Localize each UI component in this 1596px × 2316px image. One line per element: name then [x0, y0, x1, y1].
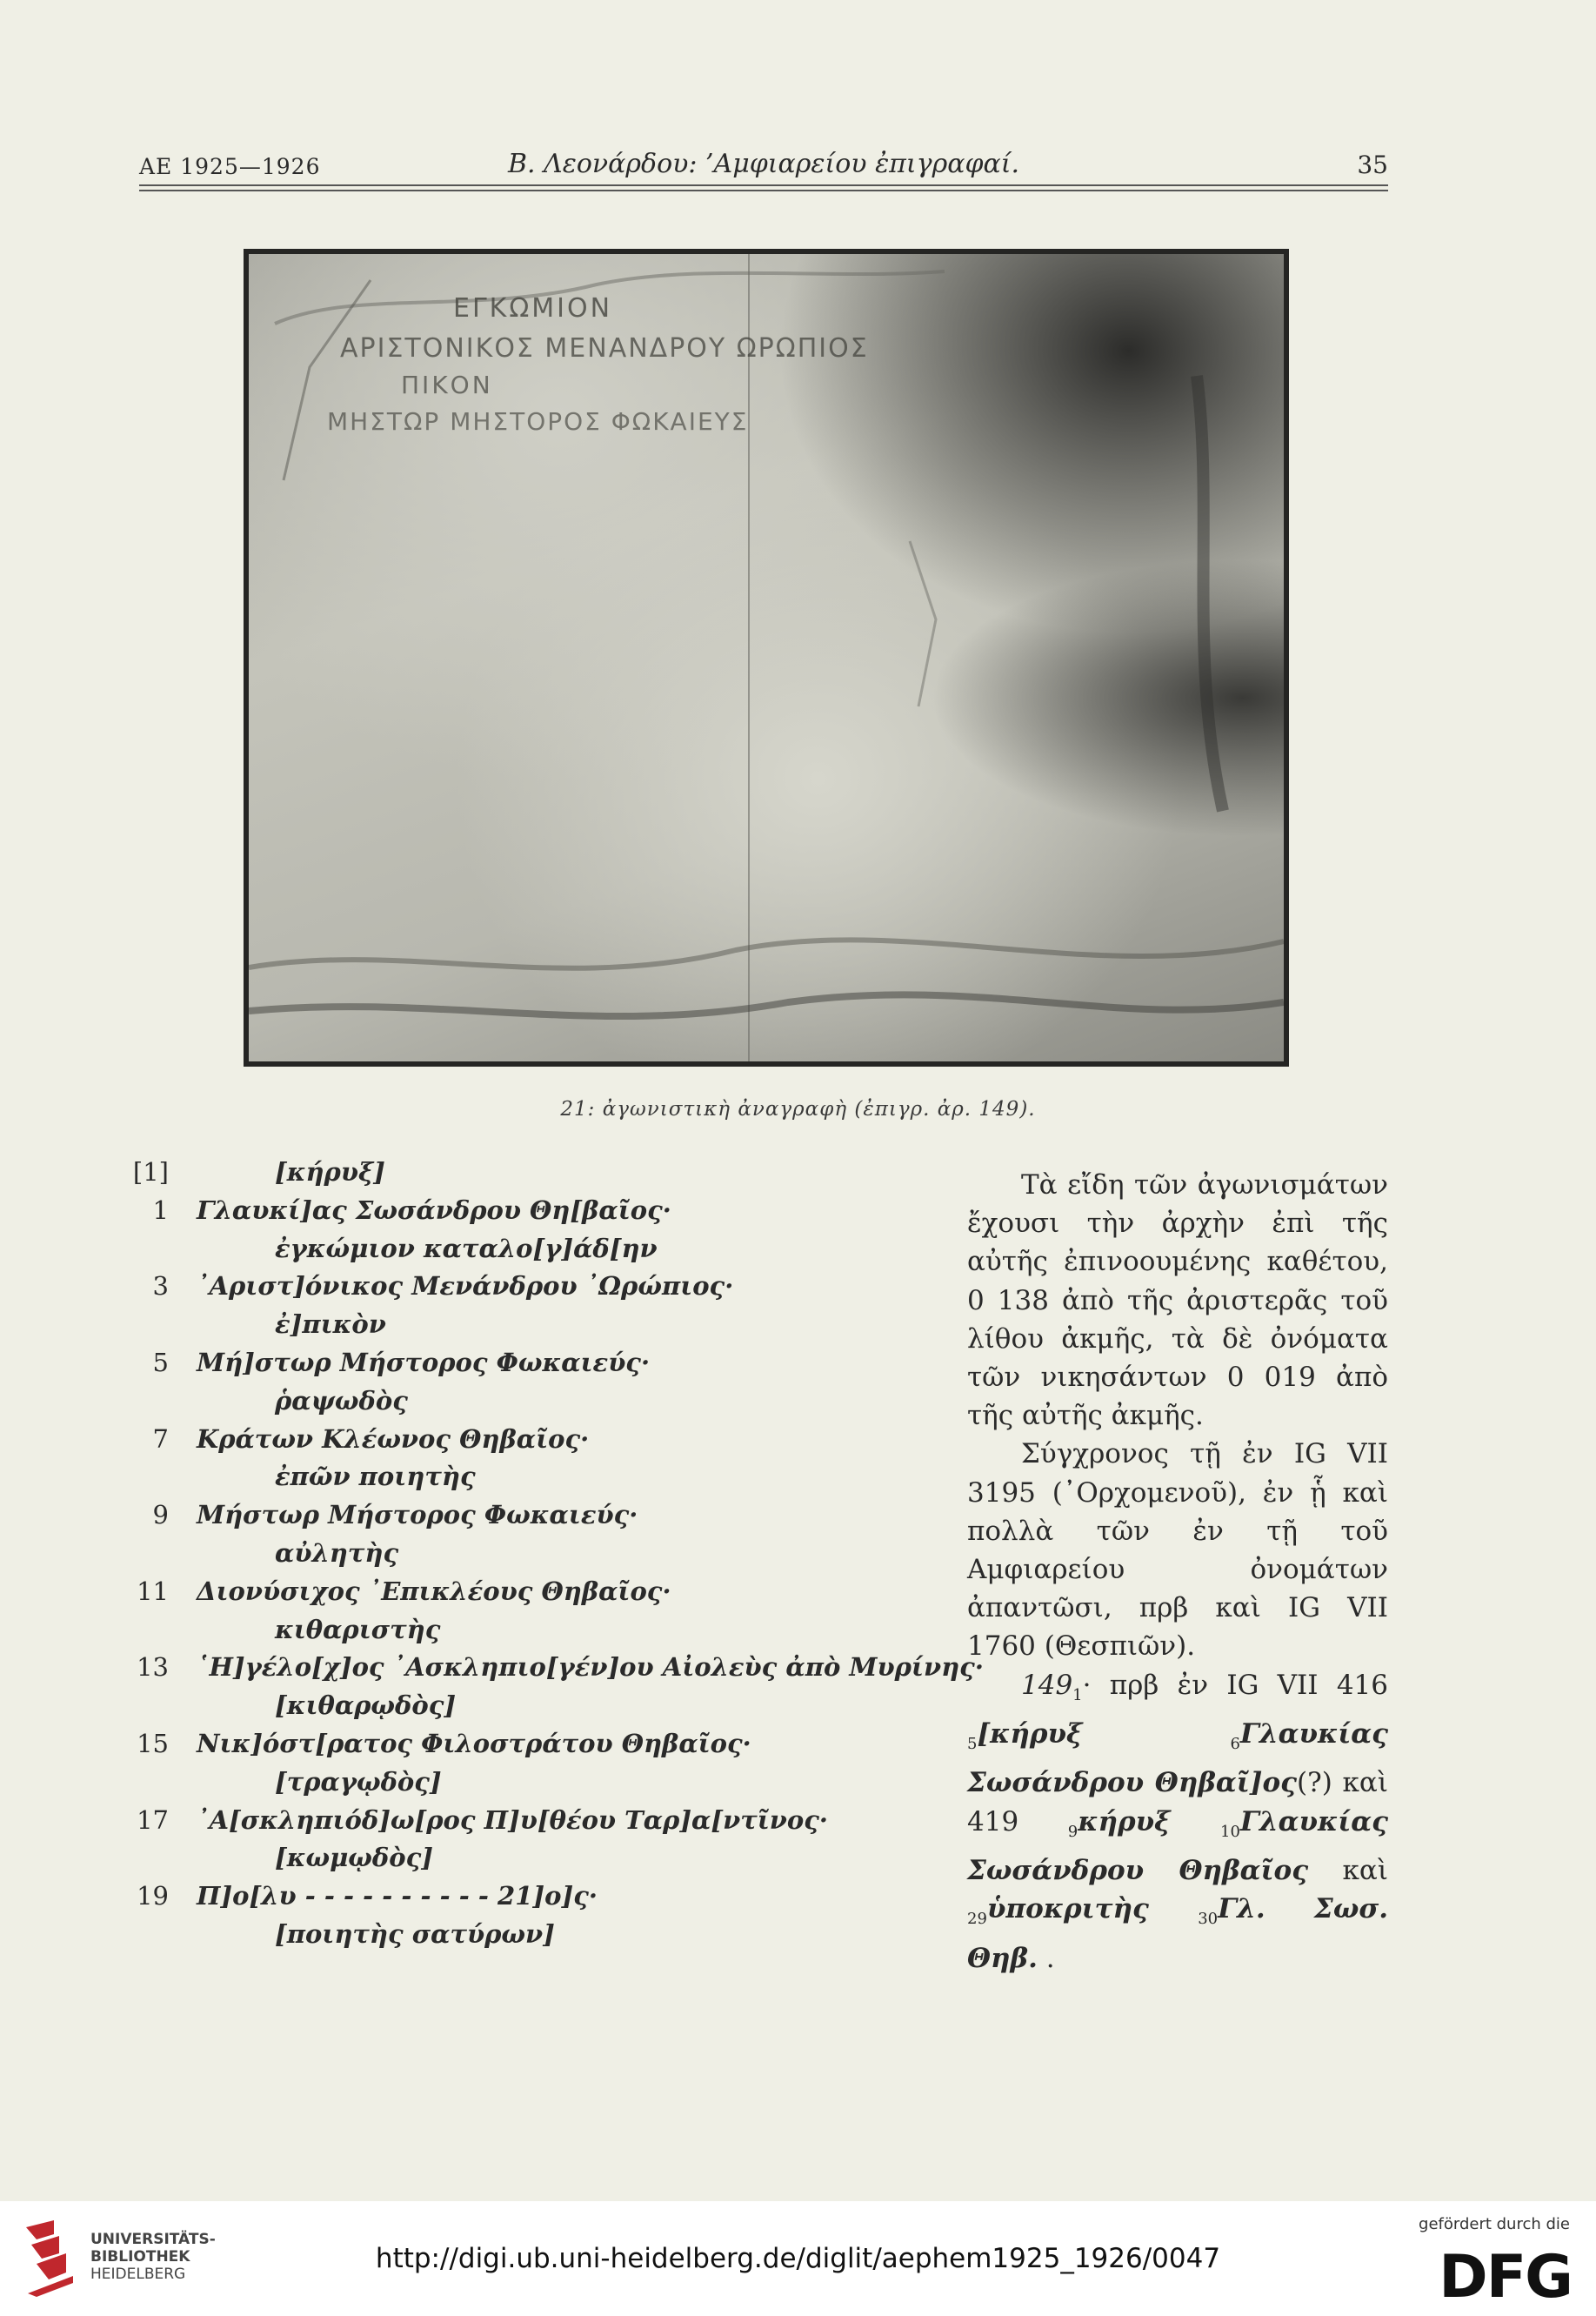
quoted-text: κήρυξ — [1078, 1805, 1221, 1837]
line-number: 19 — [137, 1881, 169, 1911]
inscription-line — [129, 1424, 955, 1459]
victor-name: Μή]στωρ Μήστορος Φωκαιεύς· — [197, 1348, 651, 1377]
quoted-text: Γλ. Σωσ. Θηβ. — [967, 1893, 1388, 1974]
commentary-text: καὶ — [1308, 1855, 1388, 1887]
journal-volume: ΑΕ 1925—1926 — [139, 154, 321, 179]
inscription-line — [129, 1919, 955, 1954]
contest-category: ῥαψωδὸς — [275, 1385, 408, 1416]
line-number: 30 — [1198, 1910, 1219, 1929]
plate-line-1: ΕΓΚΩΜΙΟΝ — [453, 293, 613, 324]
line-number: 9 — [152, 1500, 169, 1530]
contest-category: [ποιητὴς σατύρων] — [275, 1919, 555, 1949]
library-name-line: HEIDELBERG — [90, 2266, 186, 2283]
line-number: 10 — [1220, 1822, 1240, 1841]
inscription-line — [129, 1309, 955, 1344]
contest-category: [κωμῳδὸς] — [275, 1843, 433, 1873]
quoted-text: Γλαυκίας Σωσάνδρου Θηβαῖος — [967, 1805, 1388, 1887]
contest-category: κιθαριστὴς — [275, 1614, 441, 1644]
permalink-url[interactable]: http://digi.ub.uni-heidelberg.de/diglit/aephem1925_1926/0047 — [375, 2243, 1221, 2274]
commentary-paragraph-2: Σύγχρονος τῇ ἐν IG VII 3195 (᾿Ορχομενοῦ), ἐν ᾗ καὶ πολλὰ τῶν ἐν τῇ τοῦ Αμφιαρείου ὀνομάτων ἀπαντῶσι, πρβ καὶ IG VII 1760 (Θεσπιῶν). — [967, 1438, 1388, 1663]
commentary-paragraph-1: Τὰ εἴδη τῶν ἀγωνισμάτων ἔχουσι τὴν ἀρχὴν ἐπὶ τῆς αὐτῆς ἐπινοουμένης καθέτου, 0 138 ἀπὸ τῆς ἀριστερᾶς τοῦ λίθου ἀκμῆς, τὰ δὲ ὀνόματα τῶν νικησάντων 0 019 ἀπὸ τῆς αὐτῆς ἀκμῆς. — [967, 1169, 1388, 1432]
inscription-line — [129, 1843, 955, 1878]
victor-name: ᾿Αριστ]όνικος Μενάνδρου ᾿Ωρώπιος· — [197, 1271, 734, 1302]
funding-label: gefördert durch die — [1419, 2215, 1570, 2233]
victor-name: Κράτων Κλέωνος Θηβαῖος· — [197, 1423, 590, 1454]
header-rule-top — [139, 184, 1388, 186]
commentary-column — [967, 1166, 1388, 1978]
line-number: 5 — [152, 1348, 169, 1377]
contest-category: ἐπῶν ποιητὴς — [275, 1462, 476, 1492]
victor-name: Μήστωρ Μήστορος Φωκαιεύς· — [197, 1500, 638, 1530]
inscription-line — [129, 1652, 984, 1687]
inscription-line — [129, 1805, 955, 1840]
quoted-text: ὑποκριτὴς — [986, 1893, 1199, 1925]
commentary-text: (?) καὶ 419 — [967, 1767, 1388, 1837]
line-number: 13 — [137, 1652, 169, 1683]
contest-category: [τραγῳδὸς] — [275, 1766, 442, 1797]
line-number: 29 — [967, 1910, 987, 1929]
library-name-line: BIBLIOTHEK — [90, 2248, 190, 2266]
line-number: 15 — [137, 1729, 169, 1758]
contest-category: αὐλητὴς — [275, 1538, 399, 1568]
contest-category: ἐ]πικὸν — [275, 1309, 386, 1340]
inscription-line — [129, 1157, 955, 1192]
victor-name: Διονύσιχος ᾿Επικλέους Θηβαῖος· — [197, 1576, 671, 1606]
dfg-logo: DFG — [1439, 2243, 1572, 2312]
inscription-line — [129, 1462, 955, 1496]
page-number: 35 — [1357, 151, 1388, 179]
line-number: 1 — [152, 1195, 169, 1225]
line-number: 6 — [1230, 1735, 1240, 1754]
contest-category: [κήρυξ] — [275, 1157, 385, 1187]
quoted-text: [κήρυξ — [977, 1718, 1231, 1750]
line-number: 3 — [152, 1271, 169, 1302]
commentary-paragraph-3 — [967, 1666, 1388, 1978]
running-header — [139, 146, 1388, 184]
inscription-photo-plate — [244, 249, 1289, 1067]
lemma-subscript: 1 — [1072, 1685, 1083, 1704]
contest-category: [κιθαρῳδὸς] — [275, 1690, 457, 1721]
victor-name: Γλαυκί]ας Σωσάνδρου Θη[βαῖος· — [197, 1195, 671, 1225]
plate-line-2: ΑΡΙΣΤΟΝΙΚΟΣ ΜΕΝΑΝΔΡΟΥ ΩΡΩΠΙΟΣ — [340, 333, 869, 364]
figure-caption: 21: ἀγωνιστικὴ ἀναγραφὴ (ἐπιγρ. ἀρ. 149). — [560, 1098, 1036, 1121]
inscription-line — [129, 1576, 955, 1611]
victor-name: Π]ο[λυ - - - - - - - - - - 21]ο]ς· — [197, 1881, 598, 1911]
inscription-line — [129, 1348, 955, 1382]
stone-surface-texture — [249, 254, 1284, 1061]
commentary-text: . — [1037, 1942, 1055, 1974]
inscription-line — [129, 1767, 955, 1802]
inscription-line — [129, 1615, 955, 1650]
lemma-reference — [1021, 1669, 1083, 1704]
line-number: 7 — [152, 1423, 169, 1454]
article-title: Β. Λεονάρδου: ’Αμφιαρείου ἐπιγραφαί. — [507, 149, 1020, 179]
quoted-text: Γλαυκίας Σωσάνδρου Θηβαῖ]ος — [967, 1718, 1388, 1799]
plate-line-4: ΜΗΣΤΩΡ ΜΗΣΤΟΡΟΣ ΦΩΚΑΙΕΥΣ — [327, 407, 749, 436]
inscription-line — [129, 1271, 955, 1306]
inscription-line — [129, 1234, 955, 1268]
line-number: 11 — [137, 1576, 169, 1606]
line-number: 17 — [137, 1804, 169, 1835]
inscription-line — [129, 1690, 955, 1725]
lemma-number: 149 — [1021, 1669, 1073, 1701]
inscription-line — [129, 1195, 955, 1230]
inscription-line — [129, 1386, 955, 1421]
victor-name: ῾Η]γέλο[χ]ος ᾿Ασκληπιο[γέν]ου Αἰολεὺς ἀπὸ Μυρίνης· — [197, 1652, 984, 1683]
victor-name: Νικ]όστ[ρατος Φιλοστράτου Θηβαῖος· — [197, 1729, 751, 1758]
inscription-line — [129, 1729, 955, 1764]
line-number: 5 — [967, 1735, 978, 1754]
digitization-footer — [0, 2201, 1596, 2316]
line-number: [1] — [132, 1157, 169, 1187]
inscription-line — [129, 1500, 955, 1535]
inscription-line — [129, 1538, 955, 1573]
library-name-line: UNIVERSITÄTS- — [90, 2231, 216, 2248]
header-rule-bottom — [139, 190, 1388, 191]
inscription-line — [129, 1881, 955, 1916]
line-number: 9 — [1067, 1822, 1078, 1841]
contest-category: ἐγκώμιον καταλο[γ]άδ[ην — [275, 1233, 658, 1263]
plate-line-3: ΠΙΚΟΝ — [401, 371, 493, 399]
victor-name: ᾿Α[σκληπιόδ]ω[ρος Π]υ[θέου Ταρ]α[ντῖνος· — [197, 1804, 828, 1835]
commentary-text: · πρβ ἐν IG VII 416 — [1082, 1669, 1388, 1701]
